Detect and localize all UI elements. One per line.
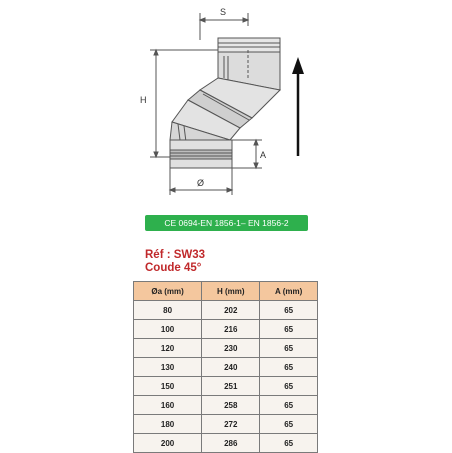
table-row (134, 434, 318, 453)
column-header-diameter: Øa (mm) (134, 282, 202, 301)
dimension-a-label: A (260, 150, 267, 160)
dimension-diameter-label: Ø (197, 178, 205, 188)
table-row (134, 358, 318, 377)
cell-a: 65 (260, 396, 318, 415)
cell-a: 65 (260, 377, 318, 396)
cell-diameter: 80 (134, 301, 202, 320)
table-row (134, 415, 318, 434)
cell-a: 65 (260, 301, 318, 320)
bottom-collar (170, 140, 232, 168)
cell-height: 258 (202, 396, 260, 415)
cell-diameter: 130 (134, 358, 202, 377)
cell-height: 272 (202, 415, 260, 434)
column-header-height: H (mm) (202, 282, 260, 301)
cell-diameter: 160 (134, 396, 202, 415)
cell-height: 240 (202, 358, 260, 377)
cell-diameter: 100 (134, 320, 202, 339)
cell-a: 65 (260, 320, 318, 339)
table-row (134, 396, 318, 415)
cell-a: 65 (260, 358, 318, 377)
product-name: Coude 45° (145, 262, 202, 274)
column-header-a: A (mm) (260, 282, 318, 301)
cell-diameter: 200 (134, 434, 202, 453)
cell-height: 286 (202, 434, 260, 453)
dimension-s-label: S (220, 7, 227, 17)
certification-badge: CE 0694-EN 1856-1– EN 1856-2 (145, 215, 308, 231)
cell-a: 65 (260, 434, 318, 453)
table-header-row (134, 282, 318, 301)
dimension-a (232, 140, 262, 168)
product-info (145, 249, 205, 275)
cell-height: 202 (202, 301, 260, 320)
dimension-s (200, 13, 248, 40)
cell-height: 251 (202, 377, 260, 396)
cell-diameter: 180 (134, 415, 202, 434)
table-row (134, 320, 318, 339)
cell-diameter: 150 (134, 377, 202, 396)
table-row (134, 339, 318, 358)
dimensions-table (133, 281, 318, 453)
elbow-technical-drawing (0, 0, 452, 205)
table-row (134, 301, 318, 320)
cell-height: 216 (202, 320, 260, 339)
cell-a: 65 (260, 415, 318, 434)
product-reference: Réf : SW33 (145, 249, 206, 261)
dimension-h-label: H (140, 95, 147, 105)
cell-diameter: 120 (134, 339, 202, 358)
flow-direction-arrow-icon (292, 57, 304, 156)
cell-height: 230 (202, 339, 260, 358)
table-row (134, 377, 318, 396)
cell-a: 65 (260, 339, 318, 358)
